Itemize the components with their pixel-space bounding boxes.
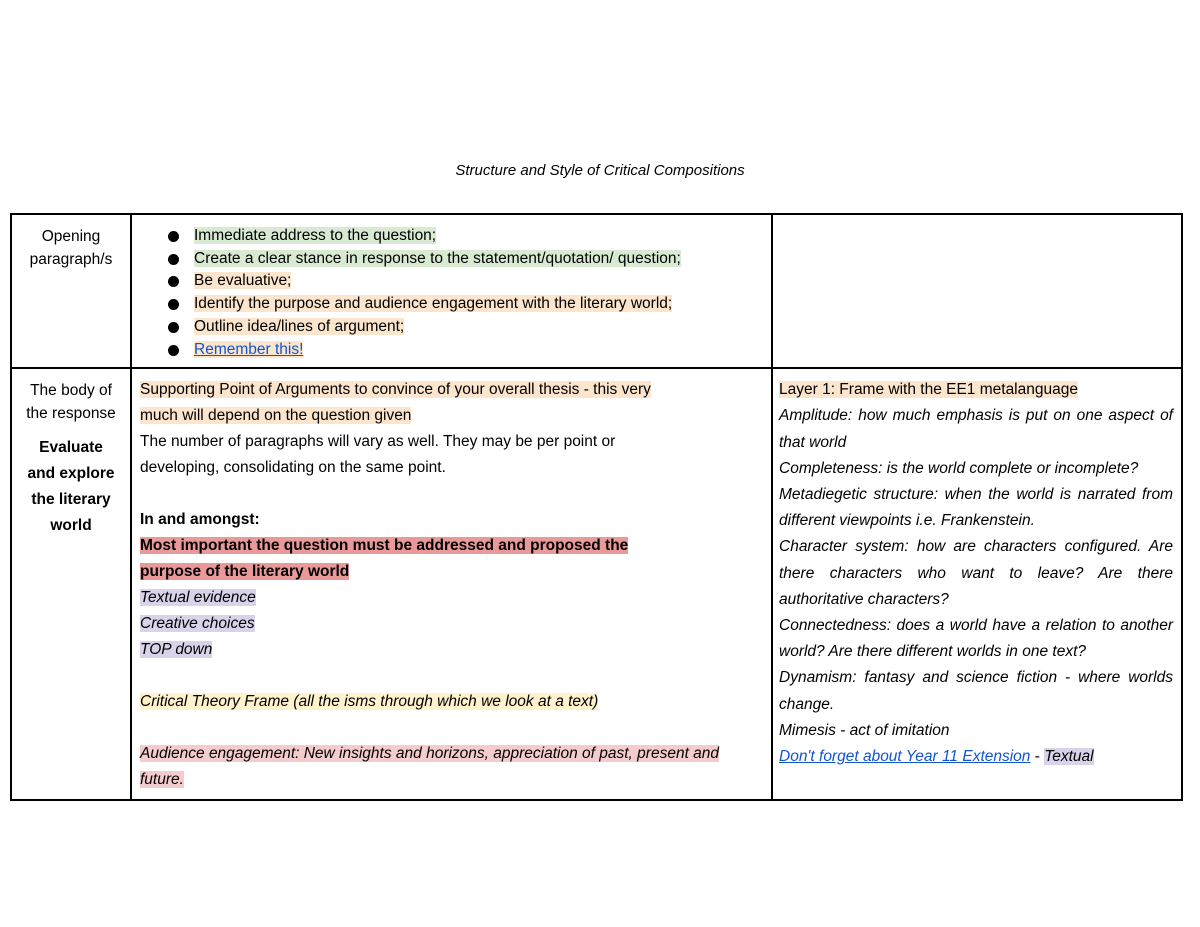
bullet-icon (168, 276, 179, 287)
evaluate-label: Evaluate and explore the literary world (27, 439, 115, 535)
audience-text: Audience engagement: New insights and horizons, appreciation of past, present and (140, 745, 720, 763)
amongst-heading: In and amongst: (140, 511, 260, 529)
list-item: Be evaluative; (168, 270, 771, 293)
completeness-text: Completeness: is the world complete or incomplete? (779, 459, 1139, 477)
opening-label: Opening paragraph/s (29, 228, 113, 268)
list-item: Identify the purpose and audience engagement with the literary world; (168, 293, 771, 316)
audience-text: future. (140, 771, 184, 789)
important-text: Most important the question must be addressed and proposed the (140, 537, 629, 555)
list-item: Immediate address to the question; (168, 225, 771, 248)
support-text: much will depend on the question given (140, 407, 412, 425)
paragraphs-text: developing, consolidating on the same point. (140, 459, 446, 477)
document-title: Structure and Style of Critical Compositions (455, 162, 745, 179)
structure-table (10, 213, 1183, 801)
body-label-line: The body of (30, 382, 112, 400)
extension-line: Don't forget about Year 11 Extension - Textual (779, 748, 1094, 766)
bullet-icon (168, 345, 179, 356)
list-item: Outline idea/lines of argument; (168, 316, 771, 339)
opening-bullets-cell (131, 214, 772, 368)
theory-text: Critical Theory Frame (all the isms through which we look at a text) (140, 693, 599, 711)
metadiegetic-text: Metadiegetic structure: when the world is narrated from different viewpoints i.e. Frankenstein. (779, 486, 1173, 530)
amplitude-text: Amplitude: how much emphasis is put on one aspect of that world (779, 407, 1173, 451)
paragraphs-text: The number of paragraphs will vary as well. They may be per point or (140, 433, 616, 451)
list-item: Create a clear stance in response to the statement/quotation/ question; (168, 248, 771, 271)
body-right-cell (772, 368, 1182, 800)
body-middle-cell (131, 368, 772, 800)
textual-text: Textual (1044, 748, 1094, 766)
opening-label-cell (11, 214, 131, 368)
character-text: Character system: how are characters configured. Are there characters who want to leave? Are there authoritative characters? (779, 538, 1173, 608)
extension-link[interactable]: Don't forget about Year 11 Extension (779, 748, 1031, 766)
evidence-text: Textual evidence (140, 589, 256, 607)
list-item (168, 339, 771, 362)
bullet-icon (168, 254, 179, 265)
connectedness-text: Connectedness: does a world have a relation to another world? Are there different worlds in one text? (779, 617, 1173, 661)
opening-empty-cell (772, 214, 1182, 368)
dynamism-text: Dynamism: fantasy and science fiction - where worlds change. (779, 669, 1173, 713)
bullet-icon (168, 322, 179, 333)
bullet-icon (168, 299, 179, 310)
choices-text: Creative choices (140, 615, 255, 633)
body-label-line: the response (26, 405, 116, 423)
opening-bullet-list (132, 215, 771, 367)
support-text: Supporting Point of Arguments to convince of your overall thesis - this very (140, 381, 651, 399)
bullet-icon (168, 231, 179, 242)
topdown-text: TOP down (140, 641, 213, 659)
layer-heading: Layer 1: Frame with the EE1 metalanguage (779, 381, 1078, 399)
mimesis-text: Mimesis - act of imitation (779, 721, 950, 739)
body-label-cell (11, 368, 131, 800)
opening-row (11, 214, 1182, 368)
body-row (11, 368, 1182, 800)
important-text: purpose of the literary world (140, 563, 350, 581)
remember-this-link[interactable]: Remember this! (194, 340, 304, 358)
